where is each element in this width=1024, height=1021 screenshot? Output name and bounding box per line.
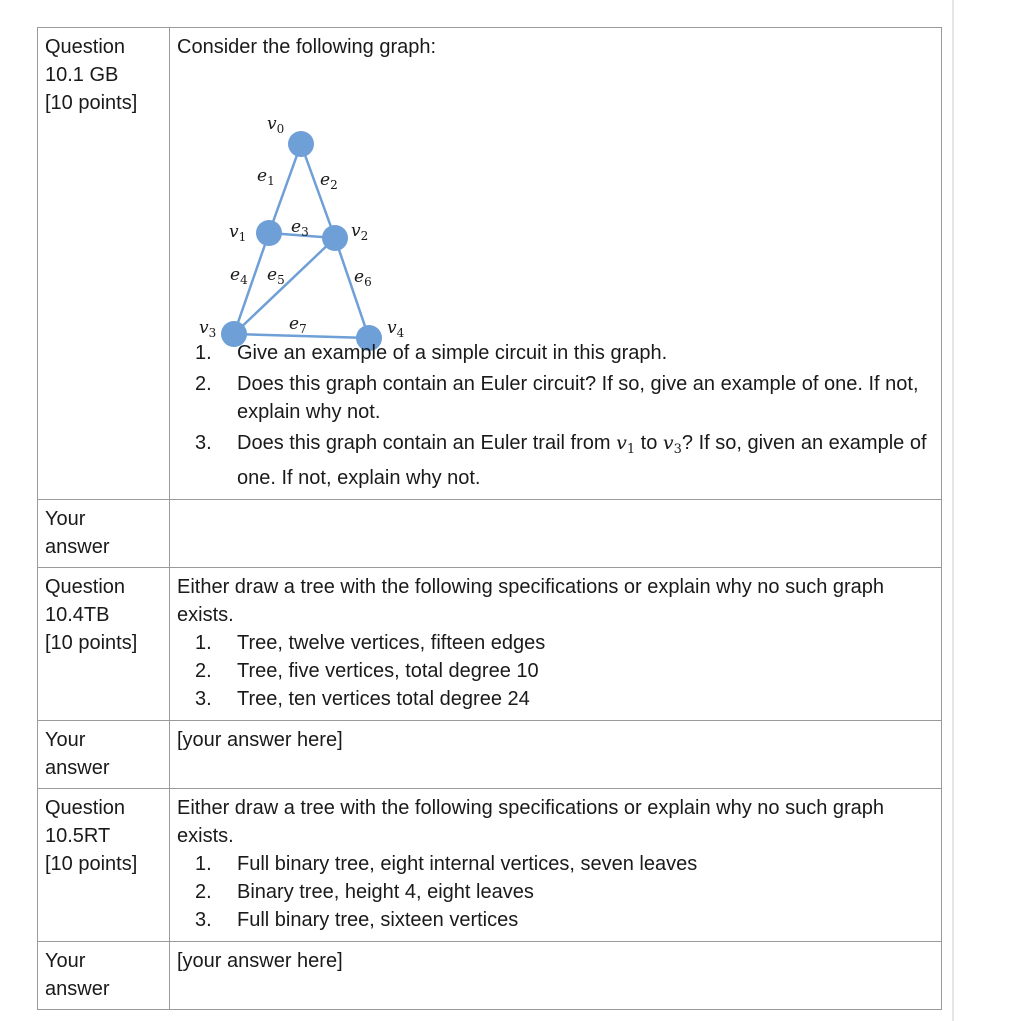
page-edge-line [952,0,954,1021]
edge-label-e4: $e_4$ [230,265,248,287]
question-intro: Either draw a tree with the following specifications or explain why no such graph exists. [177,797,885,847]
item-number: 2. [195,881,212,903]
answer-label [38,721,170,789]
graph-figure [177,61,934,340]
label-line: answer [45,536,110,558]
item-text-pre: Does this graph contain an Euler trail from [237,432,617,454]
vertex-label-v1: $v_1$ [229,222,247,244]
question-item [177,906,934,934]
label-line: Question [45,576,126,598]
edge-label-e5: $e_5$ [267,265,285,287]
question-label [38,789,170,942]
question-id: 10.1 GB [45,64,119,86]
question-label [38,568,170,721]
edge-label-e1: $e_1$ [257,166,275,188]
edge-label-e3: $e_3$ [291,217,309,239]
question-content [170,568,942,721]
question-item [177,370,934,426]
question-intro: Either draw a tree with the following specifications or explain why no such graph exists. [177,576,885,626]
question-item [177,429,934,492]
question-items [177,850,934,934]
answer-row-10-1 [38,500,942,568]
graph-svg [177,61,477,340]
question-items [177,629,934,713]
question-item [177,878,934,906]
vertex-v0 [288,131,314,157]
edge-label-e6: $e_6$ [354,267,372,289]
item-text: Give an example of a simple circuit in this graph. [237,342,668,364]
vertex-label-v3: $v_3$ [199,318,217,340]
question-row-10-1 [38,28,942,500]
label-line: Your [45,950,86,972]
answer-field[interactable] [170,721,942,789]
math-v3: $v_3$ [662,432,682,457]
question-row-10-5 [38,789,942,942]
item-number: 1. [195,342,212,364]
answer-field[interactable] [170,500,942,568]
question-label [38,28,170,500]
answer-label [38,500,170,568]
question-id: 10.5RT [45,825,111,847]
item-number: 1. [195,632,212,654]
edge-label-e2: $e_2$ [320,170,338,192]
question-points: [10 points] [45,632,138,654]
question-item [177,657,934,685]
label-line: answer [45,978,110,1000]
answer-field[interactable] [170,942,942,1010]
answer-text: [your answer here] [177,950,343,972]
label-line: answer [45,757,110,779]
answer-row-10-5 [38,942,942,1010]
item-text: Tree, twelve vertices, fifteen edges [237,632,546,654]
answer-label [38,942,170,1010]
item-text: Tree, five vertices, total degree 10 [237,660,539,682]
edge-label-e7: $e_7$ [289,314,307,336]
item-number: 3. [195,909,212,931]
vertex-v1 [256,220,282,246]
question-id: 10.4TB [45,604,110,626]
label-line: Your [45,508,86,530]
item-number: 3. [195,432,212,454]
question-content [170,28,942,500]
item-text: Full binary tree, sixteen vertices [237,909,519,931]
vertex-label-v0: $v_0$ [267,114,285,136]
item-text: Tree, ten vertices total degree 24 [237,688,530,710]
item-text: Full binary tree, eight internal vertices, seven leaves [237,853,698,875]
item-text-post: ? If so, given an example of one. If not, explain why not. [237,432,927,489]
answer-text: [your answer here] [177,729,343,751]
question-intro: Consider the following graph: [177,36,437,58]
vertex-v2 [322,225,348,251]
item-text-mid: to [635,432,663,454]
vertex-label-v4: $v_4$ [387,318,405,340]
item-number: 2. [195,373,212,395]
question-points: [10 points] [45,853,138,875]
label-line: Question [45,36,126,58]
item-text: Does this graph contain an Euler circuit? If so, give an example of one. If not, explain why not. [237,373,919,423]
question-item [177,850,934,878]
math-v1: $v_1$ [616,432,636,457]
label-line: Question [45,797,126,819]
question-row-10-4 [38,568,942,721]
question-points: [10 points] [45,92,138,114]
item-text: Binary tree, height 4, eight leaves [237,881,534,903]
question-content [170,789,942,942]
item-number: 2. [195,660,212,682]
question-item [177,339,934,367]
answer-row-10-4 [38,721,942,789]
questions-table [37,27,942,1010]
vertex-label-v2: $v_2$ [351,221,369,243]
question-item [177,685,934,713]
question-item [177,629,934,657]
question-items [177,339,934,492]
label-line: Your [45,729,86,751]
item-number: 1. [195,853,212,875]
item-number: 3. [195,688,212,710]
